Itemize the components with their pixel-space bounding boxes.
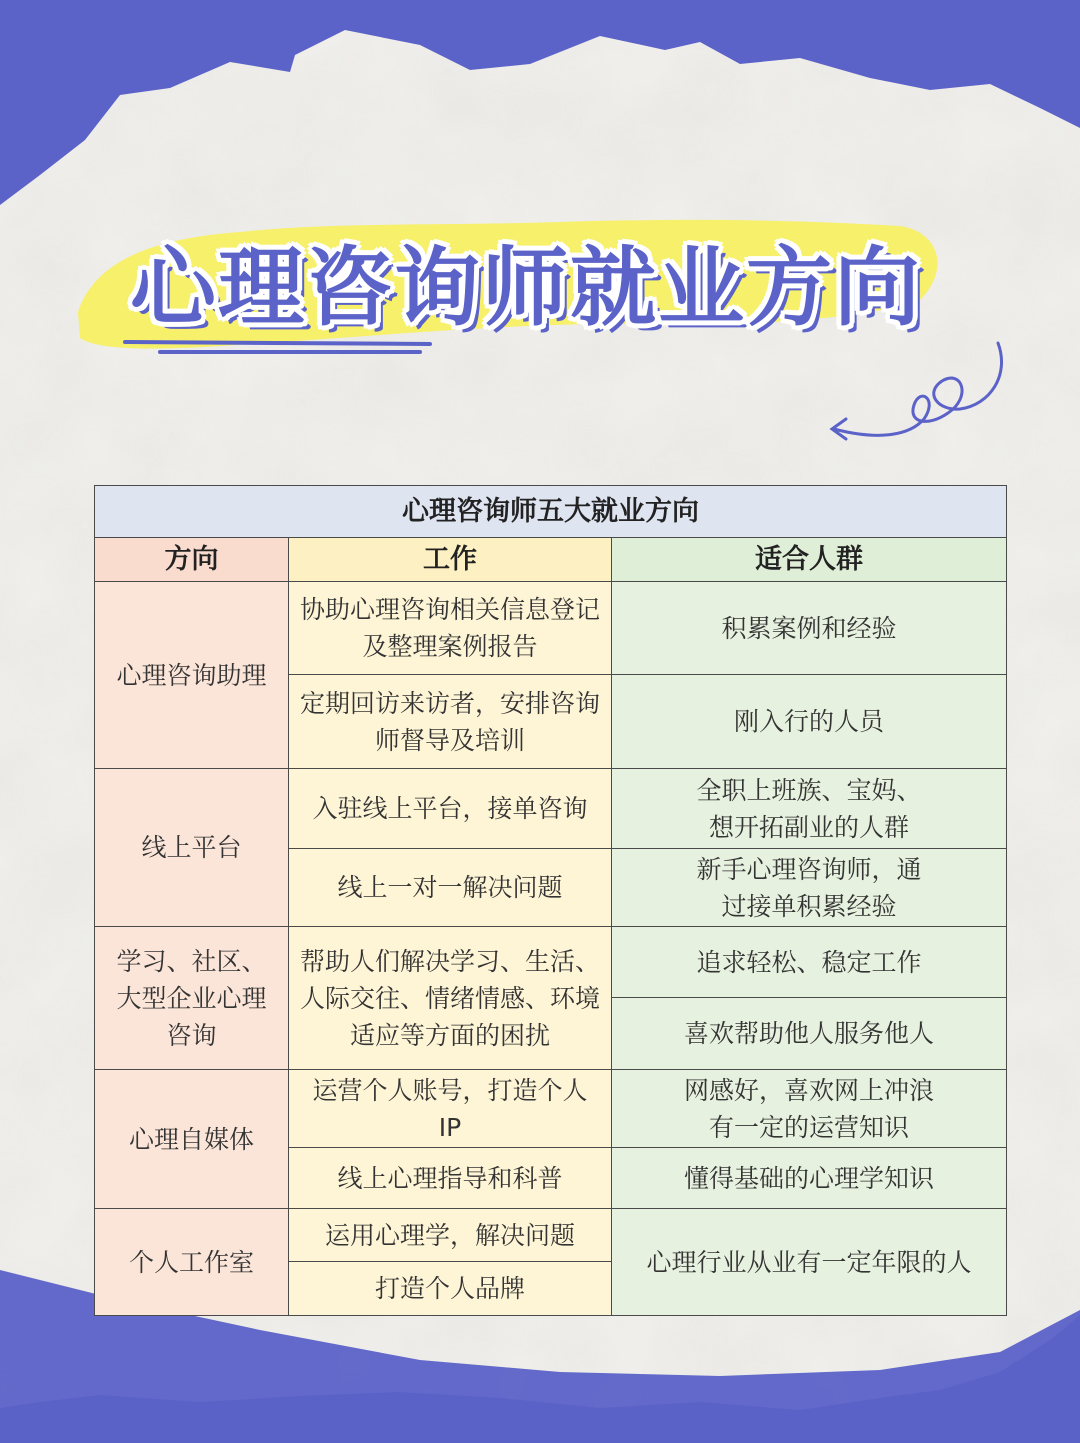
audience-cell: 追求轻松、稳定工作 (612, 927, 1007, 998)
work-cell: 协助心理咨询相关信息登记及整理案例报告 (289, 582, 612, 675)
swirl-arrow-icon (820, 335, 1020, 455)
table-row (95, 582, 1007, 675)
work-cell: 线上一对一解决问题 (289, 849, 612, 927)
audience-cell: 积累案例和经验 (612, 582, 1007, 675)
audience-cell: 刚入行的人员 (612, 675, 1007, 769)
table-row (95, 927, 1007, 998)
header-direction: 方向 (95, 538, 289, 582)
audience-cell: 全职上班族、宝妈、想开拓副业的人群 (612, 769, 1007, 849)
title-area (0, 0, 1080, 460)
direction-cell: 个人工作室 (95, 1209, 289, 1316)
header-audience: 适合人群 (612, 538, 1007, 582)
work-cell: 打造个人品牌 (289, 1262, 612, 1316)
header-work: 工作 (289, 538, 612, 582)
audience-cell: 新手心理咨询师，通过接单积累经验 (612, 849, 1007, 927)
employment-table (94, 485, 1007, 1316)
table-caption-row (95, 486, 1007, 538)
direction-cell: 心理咨询助理 (95, 582, 289, 769)
direction-cell: 学习、社区、大型企业心理咨询 (95, 927, 289, 1070)
table-caption: 心理咨询师五大就业方向 (95, 486, 1007, 538)
work-cell: 运营个人账号，打造个人 IP (289, 1070, 612, 1148)
audience-cell: 懂得基础的心理学知识 (612, 1148, 1007, 1209)
work-cell: 定期回访来访者，安排咨询师督导及培训 (289, 675, 612, 769)
audience-cell: 喜欢帮助他人服务他人 (612, 998, 1007, 1070)
direction-cell: 心理自媒体 (95, 1070, 289, 1209)
table-row (95, 1070, 1007, 1148)
work-cell: 帮助人们解决学习、生活、人际交往、情绪情感、环境适应等方面的困扰 (289, 927, 612, 1070)
audience-cell: 网感好，喜欢网上冲浪有一定的运营知识 (612, 1070, 1007, 1148)
table-header-row (95, 538, 1007, 582)
work-cell: 运用心理学，解决问题 (289, 1209, 612, 1262)
work-cell: 入驻线上平台，接单咨询 (289, 769, 612, 849)
page-title: 心理咨询师就业方向 (130, 238, 922, 338)
table-row (95, 1209, 1007, 1262)
work-cell: 线上心理指导和科普 (289, 1148, 612, 1209)
direction-cell: 线上平台 (95, 769, 289, 927)
audience-cell: 心理行业从业有一定年限的人 (612, 1209, 1007, 1316)
table-row (95, 769, 1007, 849)
